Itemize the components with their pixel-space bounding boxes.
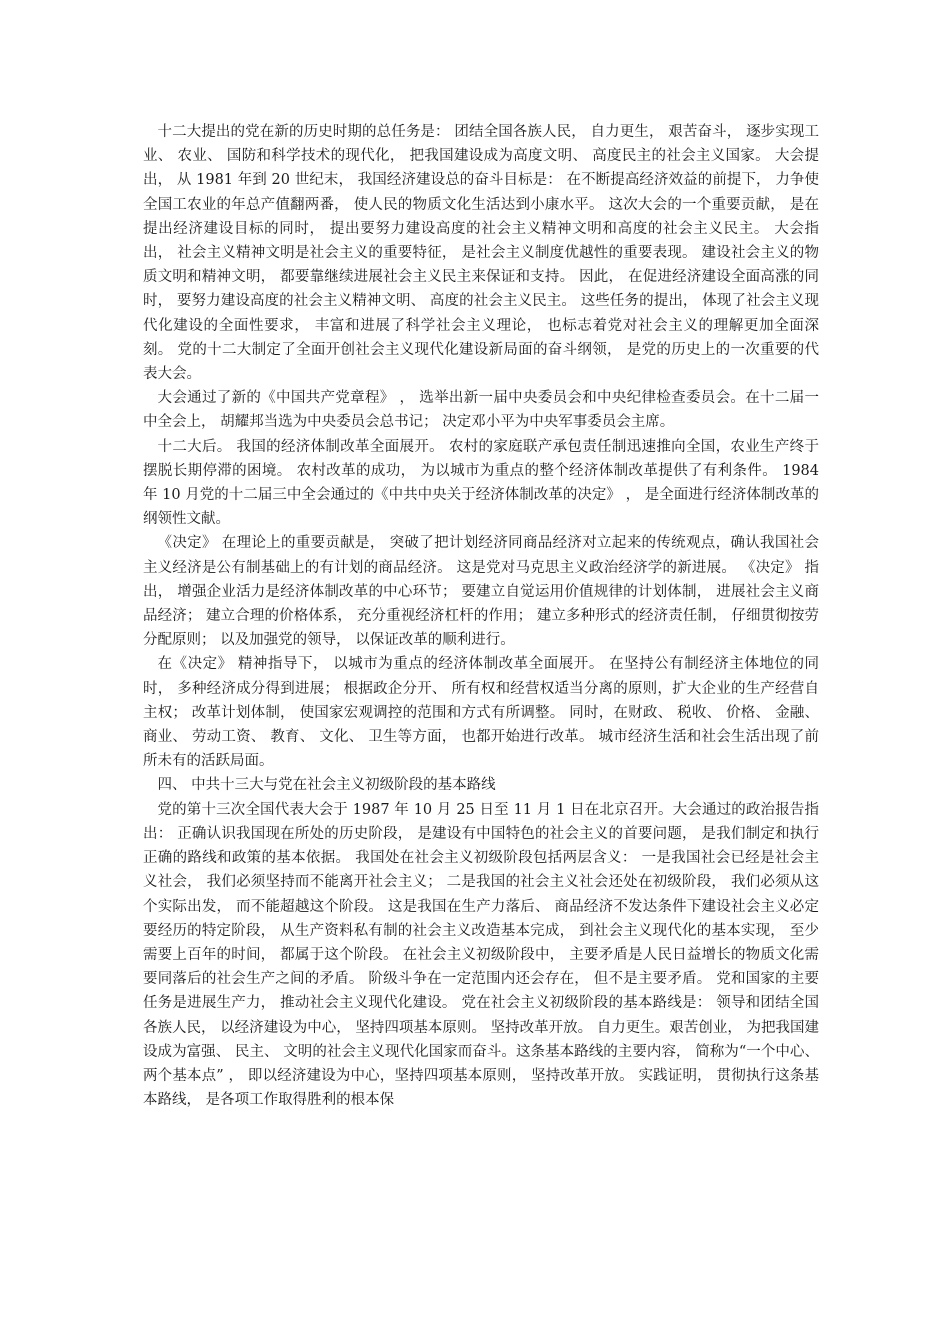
paragraph-1: 十二大提出的党在新的历史时期的总任务是： 团结全国各族人民， 自力更生， 艰苦奋斗， 逐步实现工业、 农业、 国防和科学技术的现代化， 把我国建设成为高度文明、 高度民主的社会主义国家。 大会提出， 从 1981 年到 20 世纪末， 我国经济建设总的奋斗目标是： 在不断提高经济效益的前提下， 力争使全国工农业的年总产值翻两番， 使人民的物质文化生活达到小康水平。 这次大会的一个重要贡献， 是在提出经济建设目标的同时， 提出要努力建设高度的社会主义精神文明和高度的社会主义民主。 大会指出， 社会主义精神文明是社会主义的重要特征， 是社会主义制度优越性的重要表现。 建设社会主义的物质文明和精神文明， 都要靠继续进展社会主义民主来保证和支持。 因此， 在促进经济建设全面高涨的同时， 要努力建设高度的社会主义精神文明、 高度的社会主义民主。 这些任务的提出， 体现了社会主义现代化建设的全面性要求， 丰富和进展了科学社会主义理论， 也标志着党对社会主义的理解更加全面深刻。 党的十二大制定了全面开创社会主义现代化建设新局面的奋斗纲领， 是党的历史上的一次重要的代表大会。: [143, 124, 819, 383]
paragraph-2: 大会通过了新的《中国共产党章程》 ， 选举出新一届中央委员会和中央纪律检查委员会。在十二届一中全会上， 胡耀邦当选为中央委员会总书记； 决定邓小平为中央军事委员会主席。: [143, 390, 819, 431]
paragraph-3: 十二大后。 我国的经济体制改革全面展开。 农村的家庭联产承包责任制迅速推向全国，农业生产终于摆脱长期停滞的困境。 农村改革的成功， 为以城市为重点的整个经济体制改革提供了有利条件。 1984 年 10 月党的十二届三中全会通过的《中共中央关于经济体制改革的决定》 ， 是全面进行经济体制改革的纲领性文献。: [143, 438, 819, 528]
paragraph-6: 党的第十三次全国代表大会于 1987 年 10 月 25 日至 11 月 1 日在北京召开。大会通过的政治报告指出： 正确认识我国现在所处的历史阶段， 是建设有中国特色的社会主义的首要问题， 是我们制定和执行正确的路线和政策的基本依据。 我国处在社会主义初级阶段包括两层含义： 一是我国社会已经是社会主义社会， 我们必须坚持而不能离开社会主义； 二是我国的社会主义社会还处在初级阶段， 我们必须从这个实际出发， 而不能超越这个阶段。 这是我国在生产力落后、 商品经济不发达条件下建设社会主义必定要经历的特定阶段， 从生产资料私有制的社会主义改造基本完成， 到社会主义现代化的基本实现， 至少需要上百年的时间， 都属于这个阶段。 在社会主义初级阶段中， 主要矛盾是人民日益增长的物质文化需要同落后的社会生产之间的矛盾。 阶级斗争在一定范围内还会存在， 但不是主要矛盾。 党和国家的主要任务是进展生产力， 推动社会主义现代化建设。 党在社会主义初级阶段的基本路线是： 领导和团结全国各族人民， 以经济建设为中心， 坚持四项基本原则。 坚持改革开放。 自力更生。艰苦创业， 为把我国建设成为富强、 民主、 文明的社会主义现代化国家而奋斗。这条基本路线的主要内容， 简称为“一个中心、 两个基本点” ， 即以经济建设为中心，坚持四项基本原则， 坚持改革开放。 实践证明， 贯彻执行这条基本路线， 是各项工作取得胜利的根本保: [143, 801, 819, 1109]
paragraph-4: 《决定》 在理论上的重要贡献是， 突破了把计划经济同商品经济对立起来的传统观点，确认我国社会主义经济是公有制基础上的有计划的商品经济。 这是党对马克思主义政治经济学的新进展。 《决定》 指出， 增强企业活力是经济体制改革的中心环节； 要建立自觉运用价值规律的计划体制， 进展社会主义商品经济； 建立合理的价格体系， 充分重视经济杠杆的作用； 建立多种形式的经济责任制， 仔细贯彻按劳分配原则； 以及加强党的领导， 以保证改革的顺利进行。: [143, 535, 819, 649]
document-page: [143, 120, 819, 1112]
paragraph-5: 在《决定》 精神指导下， 以城市为重点的经济体制改革全面展开。 在坚持公有制经济主体地位的同时， 多种经济成分得到进展； 根据政企分开、 所有权和经营权适当分离的原则，扩大企业的生产经营自主权； 改革计划体制， 使国家宏观调控的范围和方式有所调整。 同时，在财政、 税收、 价格、 金融、 商业、 劳动工资、 教育、 文化、 卫生等方面， 也都开始进行改革。 城市经济生活和社会生活出现了前所未有的活跃局面。: [143, 656, 819, 770]
section-heading: 四、 中共十三大与党在社会主义初级阶段的基本路线: [157, 777, 496, 794]
